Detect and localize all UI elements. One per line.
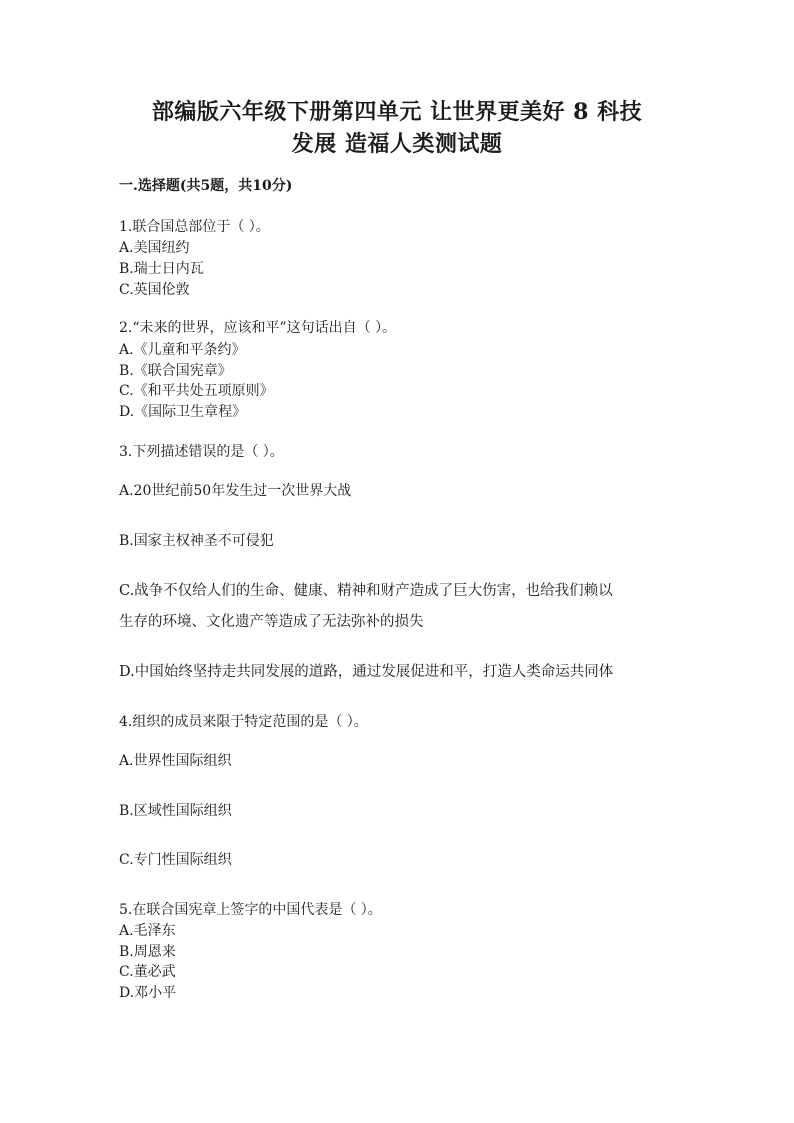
question-3-option-c-continued: 生存的环境、文化遗产等造成了无法弥补的损失 — [119, 614, 424, 630]
question-5-option-d[interactable]: D.邓小平 — [119, 985, 177, 1001]
question-2-option-a[interactable]: A.《儿童和平条约》 — [119, 342, 246, 358]
question-3-stem: 3.下列描述错误的是（ ）。 — [119, 444, 284, 460]
question-4-option-b[interactable]: B.区域性国际组织 — [119, 803, 232, 819]
question-1-option-a[interactable]: A.美国纽约 — [119, 240, 190, 256]
question-5-stem: 5.在联合国宪章上签字的中国代表是（ ）。 — [119, 902, 382, 918]
question-2-option-c[interactable]: C.《和平共处五项原则》 — [119, 383, 274, 399]
question-3-option-c[interactable]: C.战争不仅给人们的生命、健康、精神和财产造成了巨大伤害，也给我们赖以 — [119, 583, 613, 599]
question-5-option-a[interactable]: A.毛泽东 — [119, 923, 176, 939]
question-3-option-a[interactable]: A.20世纪前50年发生过一次世界大战 — [119, 483, 352, 499]
page-title-line-2: 发展 造福人类测试题 — [291, 131, 503, 157]
question-5-option-b[interactable]: B.周恩来 — [119, 944, 176, 960]
page-title-line-1: 部编版六年级下册第四单元 让世界更美好 8 科技 — [151, 99, 643, 125]
question-4-stem: 4.组织的成员来限于特定范围的是（ ）。 — [119, 714, 368, 730]
section-heading: 一.选择题(共5题，共10分) — [119, 178, 293, 194]
question-1-option-c[interactable]: C.英国伦敦 — [119, 282, 190, 298]
question-2-option-b[interactable]: B.《联合国宪章》 — [119, 363, 232, 379]
question-3-option-b[interactable]: B.国家主权神圣不可侵犯 — [119, 533, 274, 549]
question-4-option-c[interactable]: C.专门性国际组织 — [119, 852, 232, 868]
question-3-option-d[interactable]: D.中国始终坚持走共同发展的道路，通过发展促进和平，打造人类命运共同体 — [119, 664, 614, 680]
question-2-option-d[interactable]: D.《国际卫生章程》 — [119, 404, 247, 420]
question-5-option-c[interactable]: C.董必武 — [119, 964, 176, 980]
question-4-option-a[interactable]: A.世界性国际组织 — [119, 753, 232, 769]
question-1-stem: 1.联合国总部位于（ ）。 — [119, 219, 270, 235]
question-2-stem: 2.“未来的世界，应该和平”这句话出自（ ）。 — [119, 320, 397, 336]
question-1-option-b[interactable]: B.瑞士日内瓦 — [119, 261, 204, 277]
